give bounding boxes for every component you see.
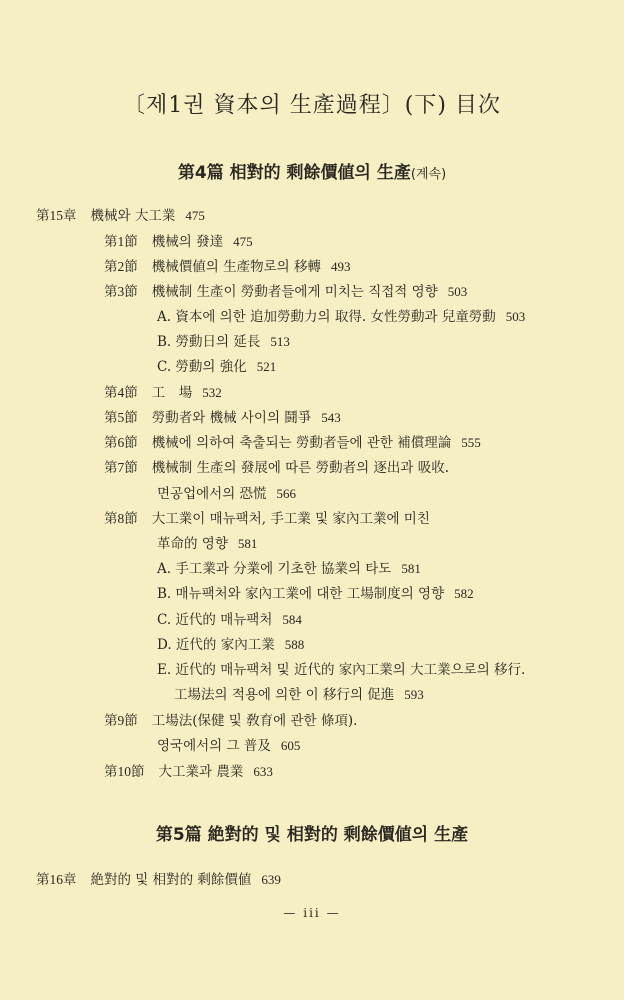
toc-entry-continuation[interactable] <box>157 535 257 553</box>
entry-title: 革命的 영향 <box>157 536 228 552</box>
entry-title: C. 勞動의 強化 <box>157 359 247 375</box>
entry-title: 機械에 의하여 축출되는 勞動者들에 관한 補償理論 <box>151 435 452 451</box>
entry-title: 영국에서의 그 普及 <box>157 738 271 754</box>
page-number: 532 <box>202 385 222 400</box>
section-number: 第5節 <box>104 410 138 425</box>
section-number: 第3節 <box>104 284 138 299</box>
page-number: 582 <box>454 586 474 601</box>
toc-entry-section[interactable] <box>104 283 467 301</box>
page-number: 555 <box>461 435 481 450</box>
page-number: 588 <box>284 637 305 652</box>
page-number: 593 <box>404 687 424 702</box>
entry-title: B. 매뉴팩처와 家內工業에 대한 工場制度의 영향 <box>157 586 445 602</box>
entry-title: 機械의 發達 <box>151 234 224 250</box>
toc-entry-section[interactable] <box>104 763 273 781</box>
toc-entry-section[interactable] <box>104 434 481 452</box>
page-number: 475 <box>185 208 205 223</box>
page-number: 581 <box>237 536 258 551</box>
entry-title: 勞動者와 機械 사이의 鬪爭 <box>151 410 312 426</box>
toc-entry-section[interactable] <box>104 384 222 402</box>
entry-title: 大工業이 매뉴팩처, 手工業 및 家內工業에 미친 <box>151 511 430 527</box>
toc-entry-section[interactable] <box>104 459 449 477</box>
section-number: 第10節 <box>104 764 145 779</box>
section-number: 第1節 <box>104 234 138 249</box>
entry-title: 機械와 大工業 <box>90 208 176 224</box>
section-number: 第6節 <box>104 435 138 450</box>
toc-entry-subsection[interactable] <box>157 308 525 326</box>
entry-title: 絶對的 및 相對的 剩餘價値 <box>90 872 252 888</box>
toc-entry-subsection[interactable] <box>157 358 276 376</box>
page-number: 513 <box>270 334 290 349</box>
toc-entry-subsection[interactable] <box>157 611 302 629</box>
toc-entry-subsection[interactable] <box>157 661 525 679</box>
toc-entry-section[interactable] <box>104 233 253 251</box>
toc-entry-section[interactable] <box>104 712 357 730</box>
page-number: 639 <box>261 872 281 887</box>
toc-entry-subsection[interactable] <box>157 636 304 654</box>
page-number: 475 <box>233 234 253 249</box>
part-heading-4 <box>0 158 624 183</box>
page-footer-number: — iii — <box>283 906 341 920</box>
page-number: 605 <box>280 738 301 753</box>
toc-entry-section[interactable] <box>104 510 430 528</box>
part-heading-4-text: 第4篇 相對的 剩餘價値의 生產 <box>177 163 411 183</box>
page-title: 〔제1권 資本의 生產過程〕(下) 目次 <box>123 93 501 118</box>
chapter-number: 第16章 <box>36 872 77 887</box>
entry-title: B. 勞動日의 延長 <box>157 334 261 350</box>
entry-title: 工場法의 적용에 의한 이 移行의 促進 <box>174 687 395 703</box>
section-number: 第7節 <box>104 460 138 475</box>
toc-entry-chapter[interactable] <box>36 871 281 889</box>
entry-title: 면공업에서의 恐慌 <box>157 486 267 502</box>
toc-entry-continuation[interactable] <box>157 737 300 755</box>
page-number: 521 <box>256 359 277 374</box>
page-number: 503 <box>447 284 468 299</box>
toc-entry-section[interactable] <box>104 258 350 276</box>
section-number: 第4節 <box>104 385 138 400</box>
entry-title: E. 近代的 매뉴팩처 및 近代的 家內工業의 大工業으로의 移行. <box>157 662 526 678</box>
toc-entry-chapter[interactable] <box>36 207 205 225</box>
entry-title: 機械制 生產의 發展에 따른 勞動者의 逐出과 吸收. <box>151 460 450 476</box>
entry-title: D. 近代的 家內工業 <box>157 637 275 653</box>
entry-title: C. 近代的 매뉴팩처 <box>157 612 273 628</box>
page-number: 584 <box>282 612 302 627</box>
page-number: 633 <box>253 764 273 779</box>
page-number: 581 <box>401 561 421 576</box>
toc-entry-continuation[interactable] <box>157 485 296 503</box>
entry-title: A. 手工業과 分業에 기초한 協業의 타도 <box>157 561 392 577</box>
entry-title: 機械價値의 生產物로의 移轉 <box>151 259 321 275</box>
entry-title: 工場法(保健 및 敎育에 관한 條項). <box>151 713 358 729</box>
toc-entry-subsection[interactable] <box>157 585 474 603</box>
toc-entry-subsection[interactable] <box>157 333 290 351</box>
entry-title: 工 場 <box>151 385 193 401</box>
section-number: 第8節 <box>104 511 138 526</box>
toc-entry-section[interactable] <box>104 409 341 427</box>
entry-title: 大工業과 農業 <box>158 764 244 780</box>
section-number: 第9節 <box>104 713 138 728</box>
part-heading-4-suffix: (계속) <box>410 167 447 182</box>
section-number: 第2節 <box>104 259 138 274</box>
toc-entry-continuation[interactable] <box>174 686 424 704</box>
page-number: 503 <box>505 309 526 324</box>
toc-entry-subsection[interactable] <box>157 560 421 578</box>
page-number: 543 <box>321 410 341 425</box>
chapter-number: 第15章 <box>36 208 77 223</box>
part-heading-5: 第5篇 絶對的 및 相對的 剩餘價値의 生產 <box>155 825 469 845</box>
entry-title: A. 資本에 의한 追加勞動力의 取得. 女性勞動과 兒童勞動 <box>157 309 496 325</box>
entry-title: 機械制 生產이 勞動者들에게 미치는 직접적 영향 <box>151 284 438 300</box>
page-number: 566 <box>276 486 297 501</box>
page-number: 493 <box>330 259 351 274</box>
